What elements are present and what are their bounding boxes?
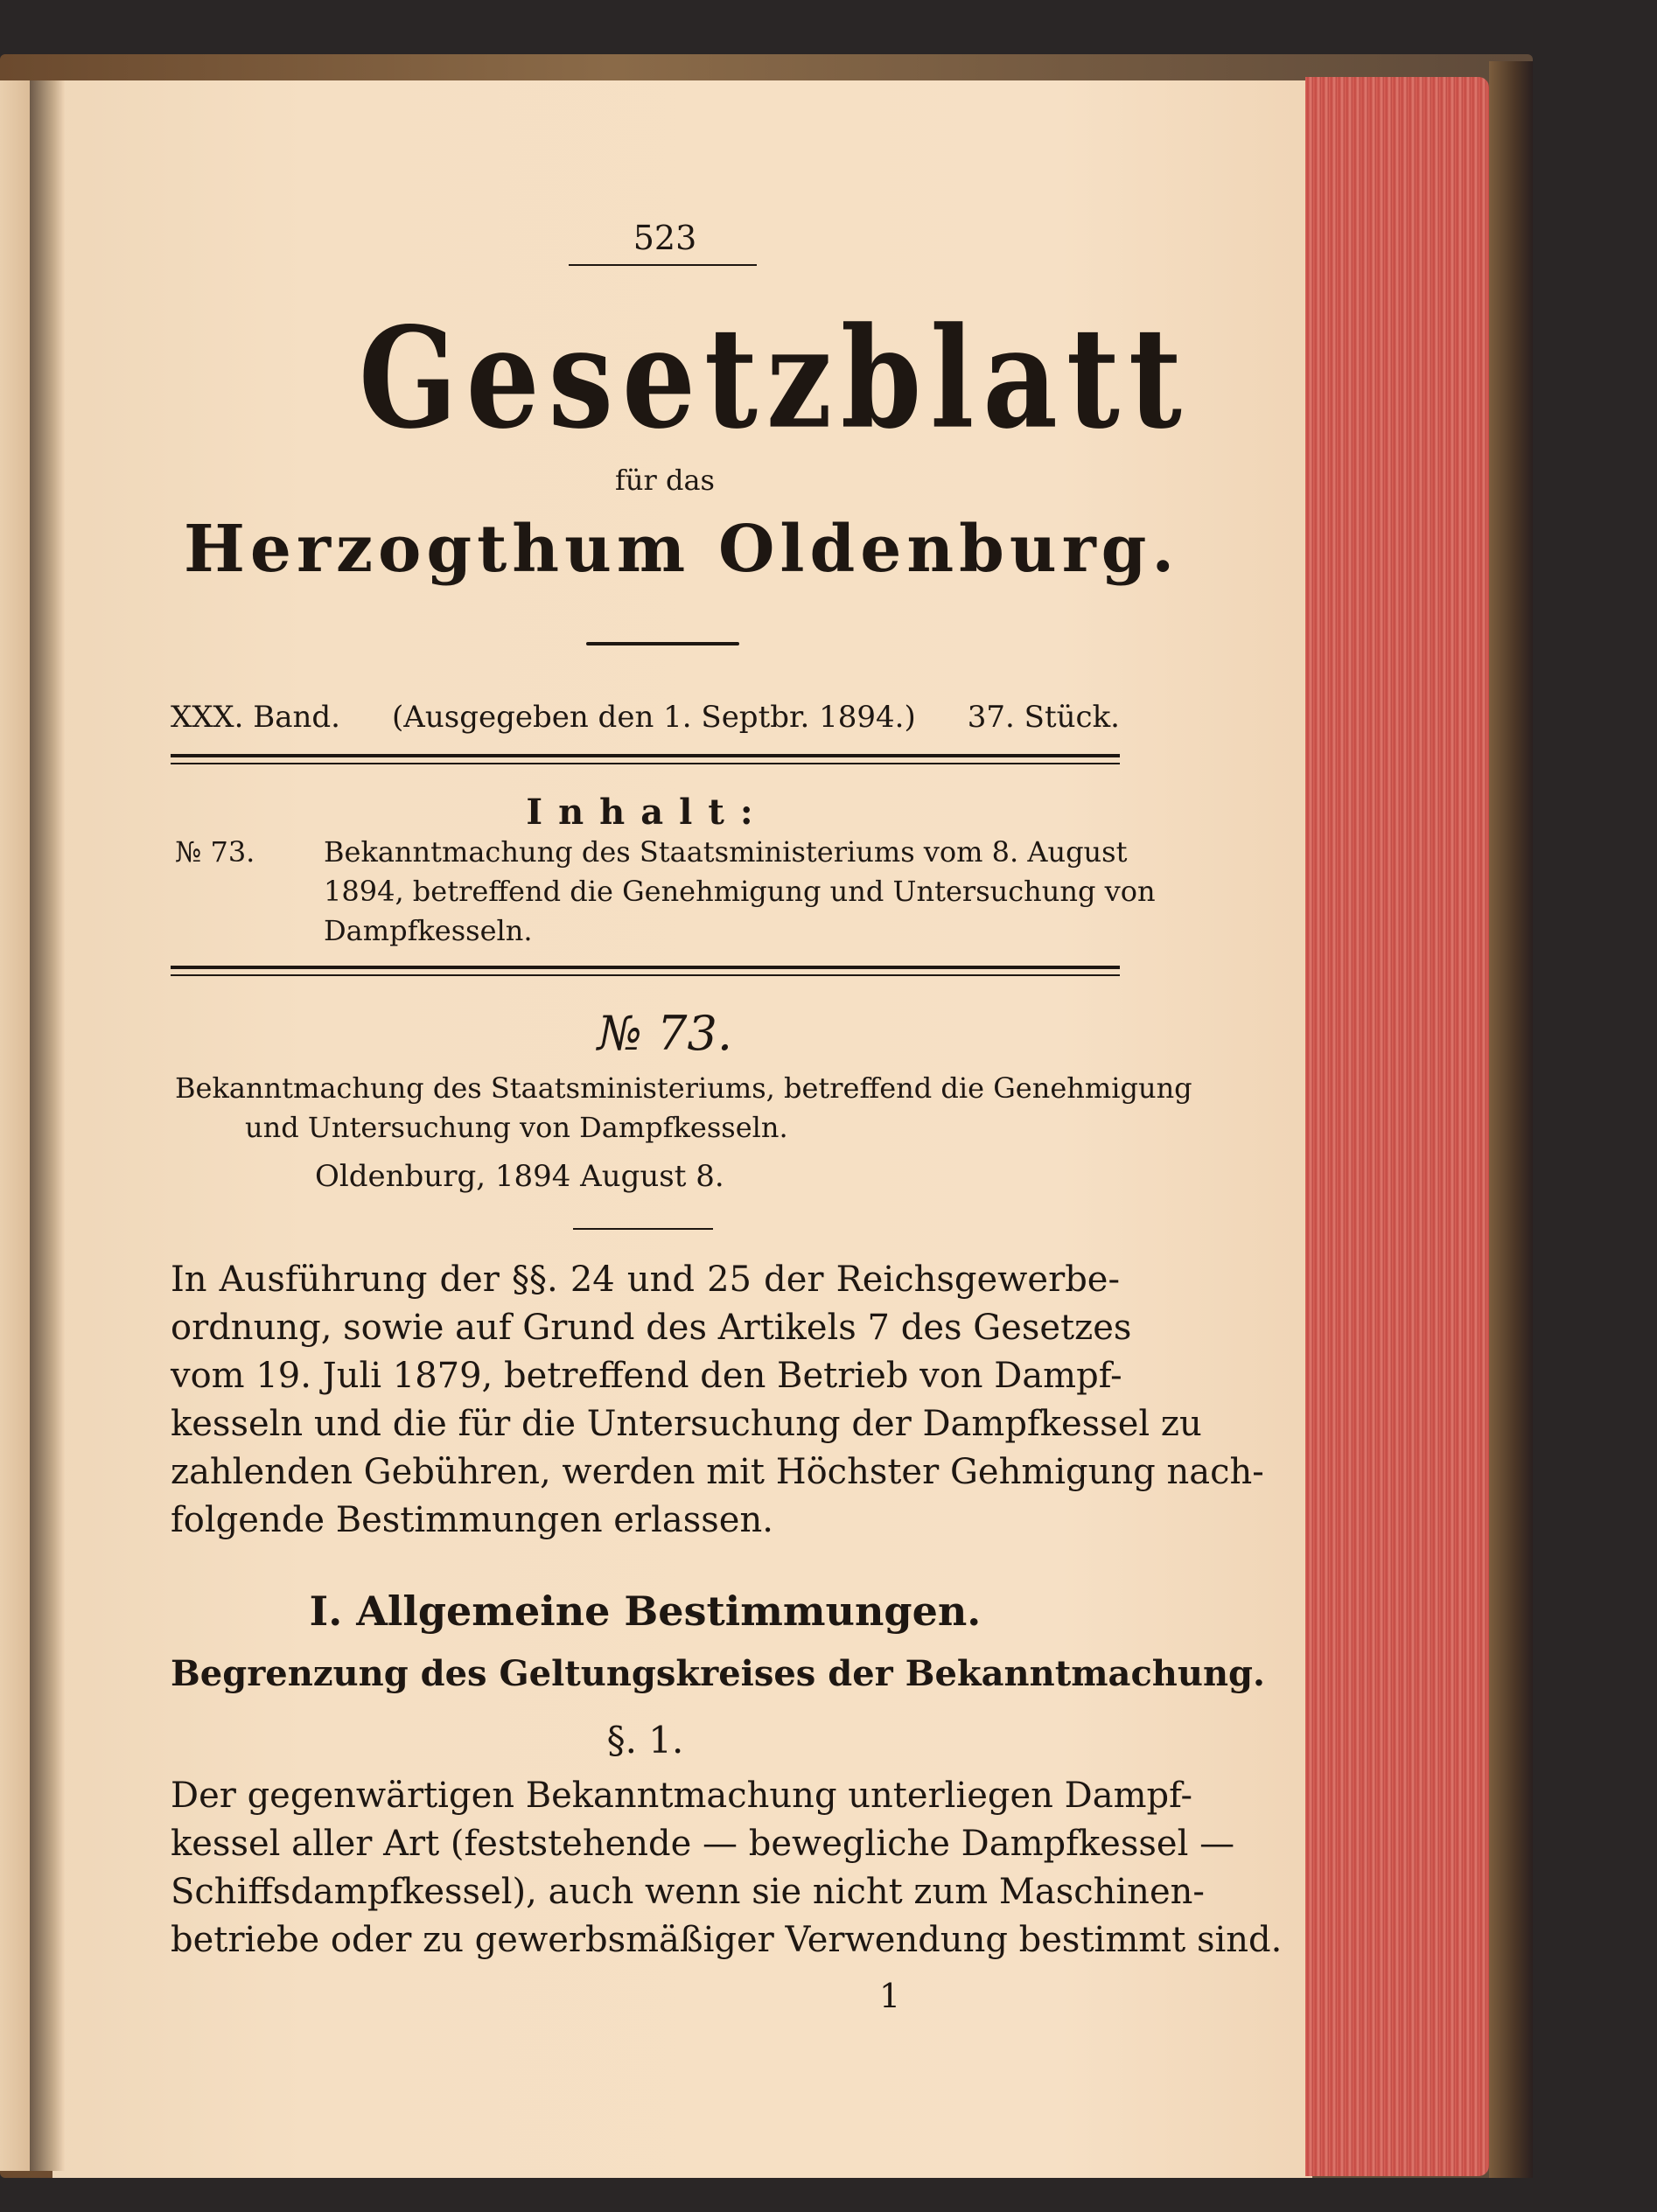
signature-number: 1 <box>879 1977 901 2015</box>
para-line: Schiffsdampfkessel), auch wenn sie nicht zum Maschinen- <box>171 1872 1205 1912</box>
volume-label: XXX. Band. <box>171 700 340 735</box>
duchy-title: Herzogthum Oldenburg. <box>184 512 1180 587</box>
notice-title-line-1: Bekanntmachung des Staatsministeriums, betreffend die Genehmigung <box>175 1071 1192 1105</box>
contents-line-1: Bekanntmachung des Staatsministeriums vom 8. August <box>324 835 1128 869</box>
body-line: ordnung, sowie auf Grund des Artikels 7 des Gesetzes <box>171 1308 1132 1348</box>
notice-date: Oldenburg, 1894 August 8. <box>315 1159 724 1194</box>
page-number: 523 <box>633 219 697 257</box>
subsection-heading: Begrenzung des Geltungskreises der Bekanntmachung. <box>171 1653 1265 1694</box>
for-the-label: für das <box>615 464 715 497</box>
notice-rule <box>573 1228 713 1230</box>
ornament-rule <box>586 642 739 645</box>
notice-title-line-2: und Untersuchung von Dampfkesseln. <box>245 1111 788 1144</box>
paragraph-sign: §. 1. <box>606 1719 684 1762</box>
body-line: kesseln und die für die Untersuchung der Dampfkessel zu <box>171 1404 1202 1444</box>
body-line: zahlenden Gebühren, werden mit Höchster Gehmigung nach- <box>171 1452 1264 1492</box>
page-number-rule <box>569 264 757 266</box>
contents-heading: Inhalt: <box>526 792 769 833</box>
notice-number: № 73. <box>597 1006 733 1061</box>
contents-line-2: 1894, betreffend die Genehmigung und Untersuchung von <box>324 875 1156 908</box>
double-rule-top-a <box>171 754 1120 757</box>
double-rule-top-b <box>171 763 1120 764</box>
body-line: In Ausführung der §§. 24 und 25 der Reichsgewerbe- <box>171 1260 1120 1300</box>
page-edges <box>1305 77 1489 2176</box>
contents-number: № 73. <box>175 835 255 869</box>
double-rule-mid-a <box>171 966 1120 969</box>
issue-number: 37. Stück. <box>967 700 1120 735</box>
para-line: Der gegenwärtigen Bekanntmachung unterliegen Dampf- <box>171 1776 1193 1816</box>
book-gutter <box>30 80 65 2171</box>
contents-line-3: Dampfkesseln. <box>324 914 533 947</box>
double-rule-mid-b <box>171 974 1120 976</box>
issue-meta <box>171 700 1120 735</box>
section-heading: I. Allgemeine Bestimmungen. <box>309 1587 982 1635</box>
book-spine <box>1489 61 1533 2178</box>
issued-date: (Ausgegeben den 1. Septbr. 1894.) <box>392 700 916 735</box>
para-line: kessel aller Art (feststehende — bewegliche Dampfkessel — <box>171 1824 1235 1864</box>
gazette-title: Gesetzblatt <box>359 297 1191 460</box>
body-line: folgende Bestimmungen erlassen. <box>171 1500 773 1540</box>
para-line: betriebe oder zu gewerbsmäßiger Verwendung bestimmt sind. <box>171 1920 1283 1960</box>
body-line: vom 19. Juli 1879, betreffend den Betrieb von Dampf- <box>171 1356 1122 1396</box>
